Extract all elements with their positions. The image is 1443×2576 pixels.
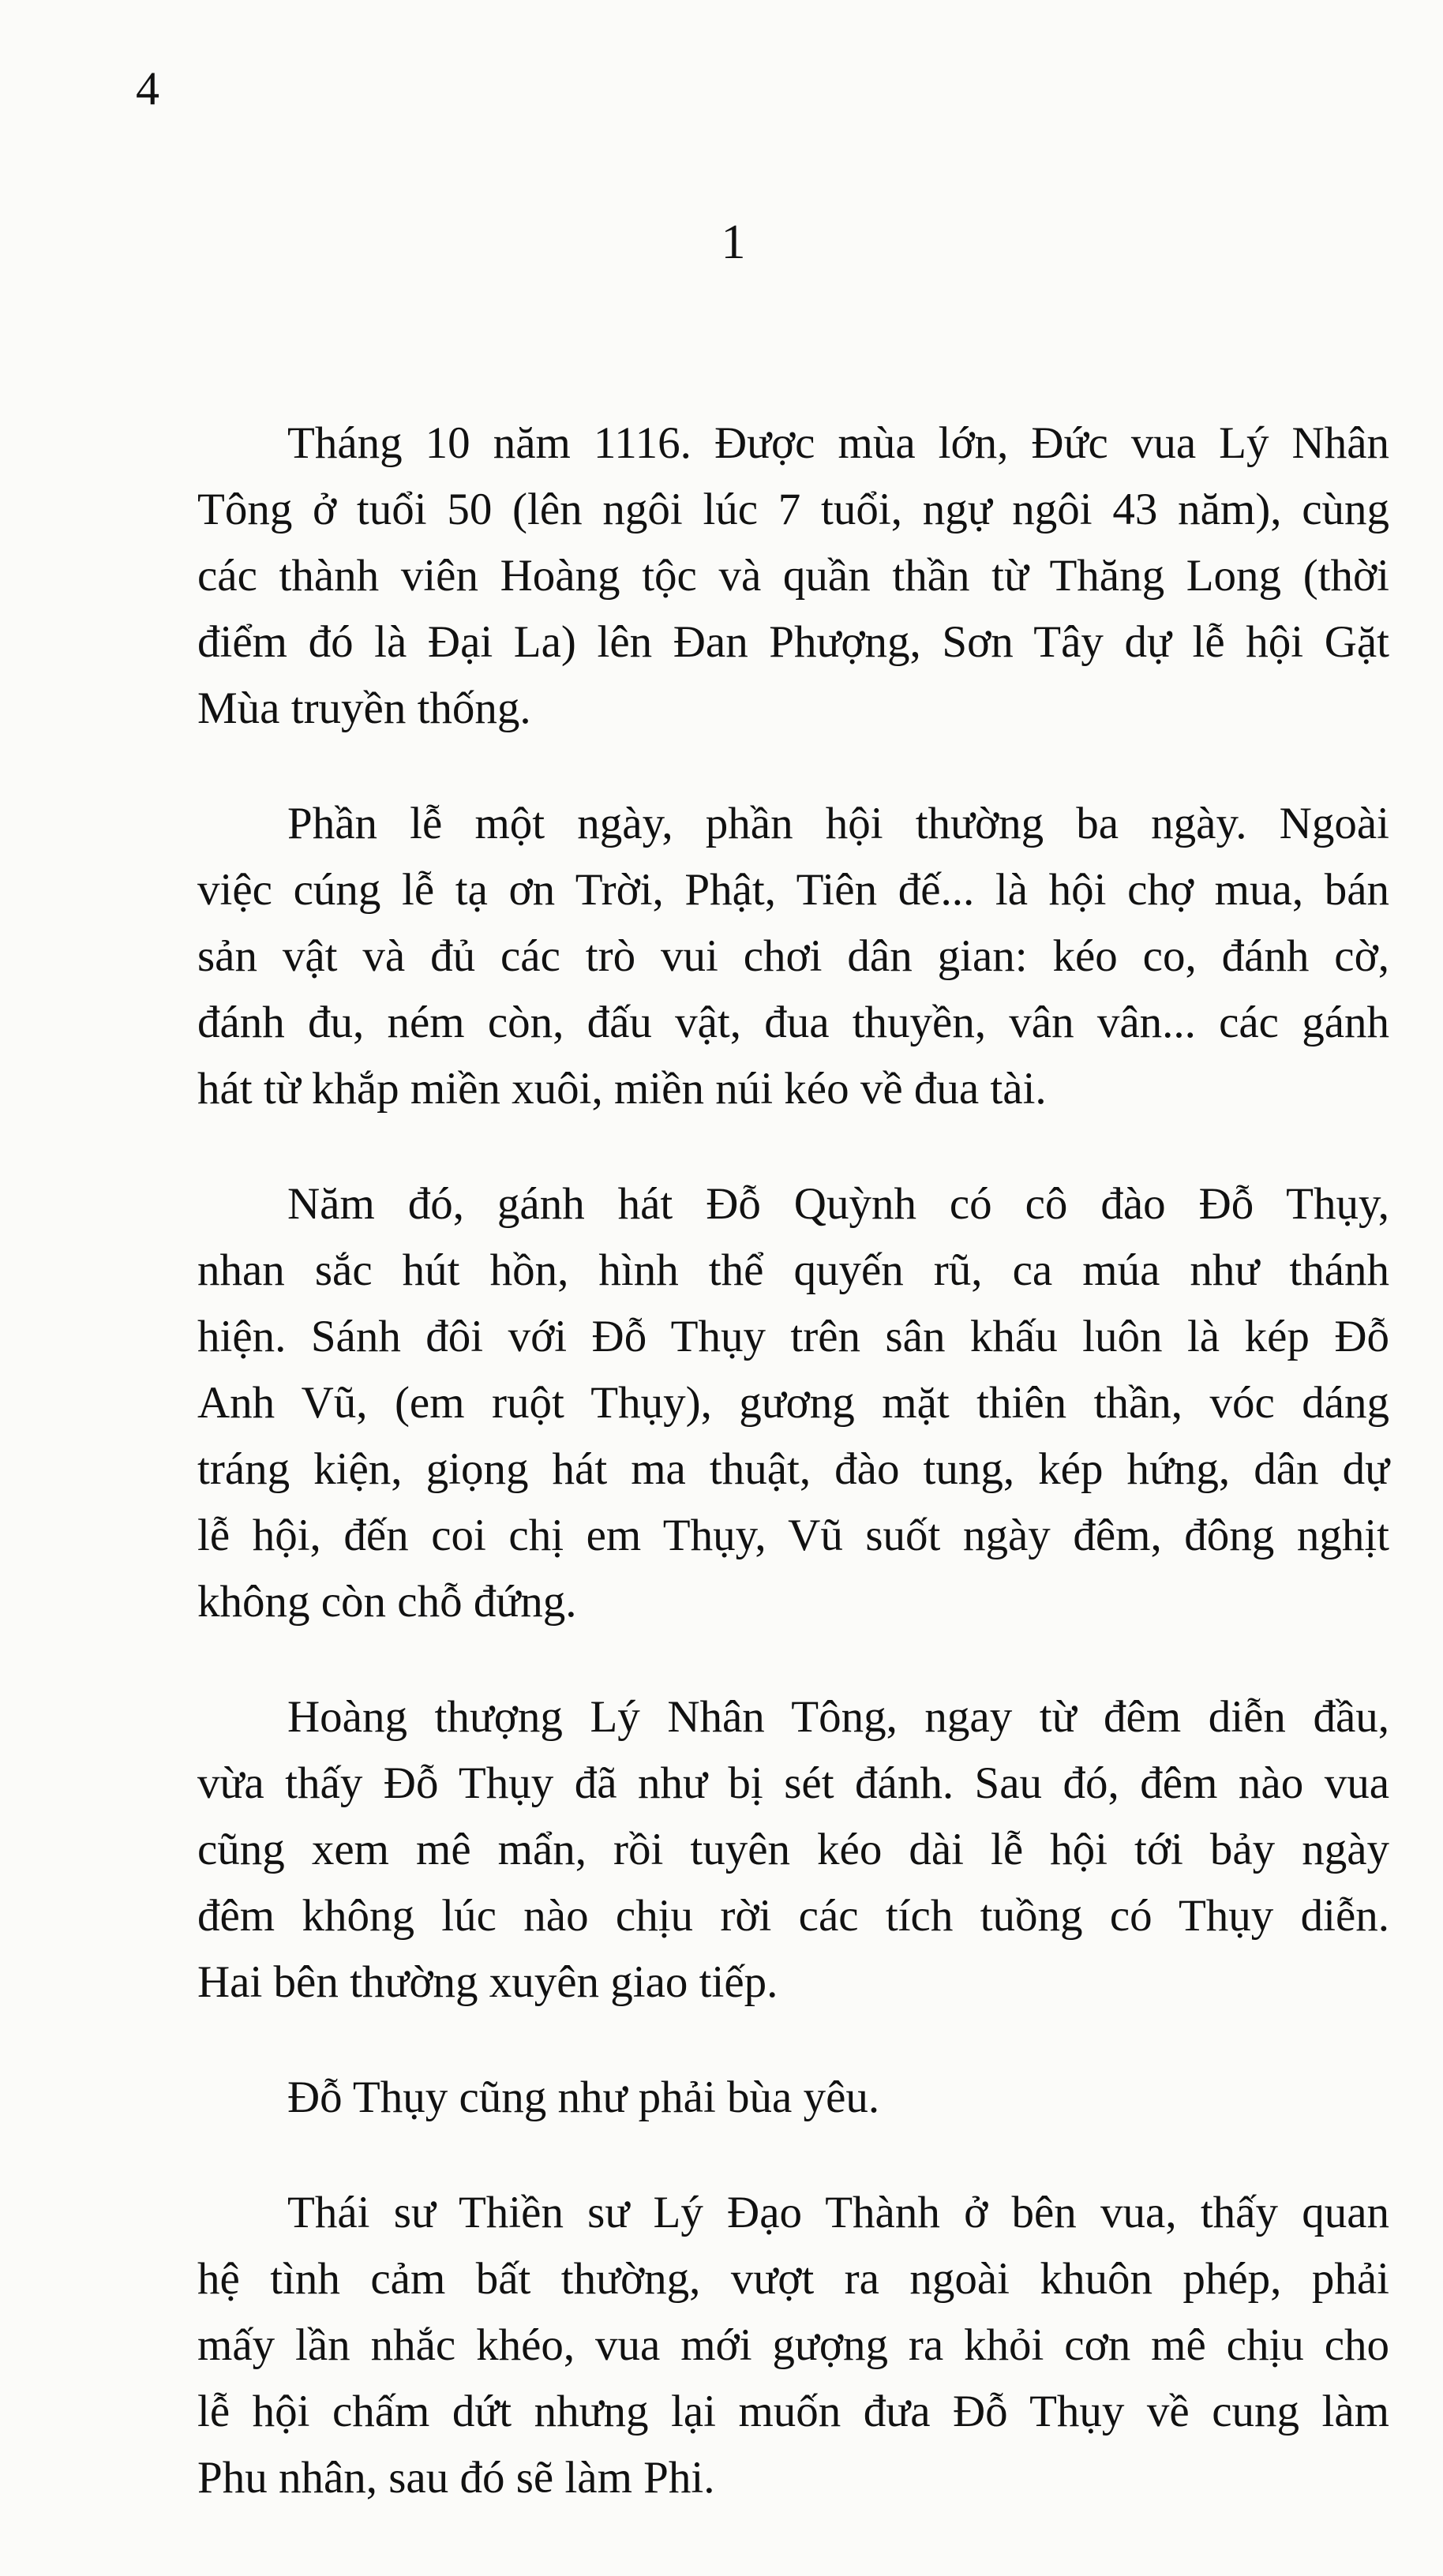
text-line: vừa thấy Đỗ Thụy đã như bị sét đánh. Sau đó, đêm nào vua — [197, 1758, 1389, 1808]
text-line: Anh Vũ, (em ruột Thụy), gương mặt thiên thần, vóc dáng — [197, 1378, 1389, 1428]
page-number: 4 — [136, 62, 159, 114]
text-line: hiện. Sánh đôi với Đỗ Thụy trên sân khấu luôn là kép Đỗ — [197, 1312, 1389, 1361]
text-line: lễ hội chấm dứt nhưng lại muốn đưa Đỗ Thụy về cung làm — [197, 2387, 1389, 2436]
text-line: Hoàng thượng Lý Nhân Tông, ngay từ đêm diễn đầu, — [287, 1692, 1389, 1742]
text-line: hát từ khắp miền xuôi, miền núi kéo về đua tài. — [197, 1064, 1047, 1114]
text-line: mấy lần nhắc khéo, vua mới gượng ra khỏi cơn mê chịu cho — [197, 2320, 1389, 2370]
text-line: Tháng 10 năm 1116. Được mùa lớn, Đức vua Lý Nhân — [287, 418, 1389, 468]
text-line: các thành viên Hoàng tộc và quần thần từ Thăng Long (thời — [197, 551, 1389, 601]
text-line: cũng xem mê mẩn, rồi tuyên kéo dài lễ hội tới bảy ngày — [197, 1825, 1389, 1874]
paragraph — [197, 791, 1389, 1122]
text-line: Năm đó, gánh hát Đỗ Quỳnh có cô đào Đỗ Thụy, — [287, 1179, 1389, 1229]
text-line: đêm không lúc nào chịu rời các tích tuồng có Thụy diễn. — [197, 1891, 1389, 1941]
paragraph — [197, 410, 1389, 742]
text-line: việc cúng lễ tạ ơn Trời, Phật, Tiên đế... là hội chợ mua, bán — [197, 865, 1389, 915]
text-line: điểm đó là Đại La) lên Đan Phượng, Sơn Tây dự lễ hội Gặt — [197, 617, 1389, 667]
text-line: sản vật và đủ các trò vui chơi dân gian: kéo co, đánh cờ, — [197, 931, 1389, 981]
body-text — [197, 410, 1389, 2560]
text-line: Hai bên thường xuyên giao tiếp. — [197, 1957, 778, 2007]
text-line: tráng kiện, giọng hát ma thuật, đào tung, kép hứng, dân dự — [197, 1444, 1389, 1494]
text-line: Phần lễ một ngày, phần hội thường ba ngày. Ngoài — [287, 799, 1389, 848]
text-line: Mùa truyền thống. — [197, 683, 531, 733]
paragraph — [197, 2065, 1389, 2131]
paragraph — [197, 1171, 1389, 1635]
text-line: đánh đu, ném còn, đấu vật, đua thuyền, vân vân... các gánh — [197, 998, 1389, 1047]
chapter-number: 1 — [721, 215, 746, 269]
paragraph — [197, 1684, 1389, 2016]
text-line: hệ tình cảm bất thường, vượt ra ngoài khuôn phép, phải — [197, 2254, 1389, 2304]
text-line: Phu nhân, sau đó sẽ làm Phi. — [197, 2453, 715, 2503]
text-line: Thái sư Thiền sư Lý Đạo Thành ở bên vua, thấy quan — [287, 2188, 1389, 2237]
text-line: không còn chỗ đứng. — [197, 1577, 577, 1627]
text-line: lễ hội, đến coi chị em Thụy, Vũ suốt ngày đêm, đông nghịt — [197, 1511, 1389, 1560]
text-line: nhan sắc hút hồn, hình thể quyến rũ, ca múa như thánh — [197, 1245, 1389, 1295]
text-line: Đỗ Thụy cũng như phải bùa yêu. — [287, 2072, 880, 2122]
paragraph — [197, 2180, 1389, 2511]
text-line: Tông ở tuổi 50 (lên ngôi lúc 7 tuổi, ngự ngôi 43 năm), cùng — [197, 485, 1389, 534]
